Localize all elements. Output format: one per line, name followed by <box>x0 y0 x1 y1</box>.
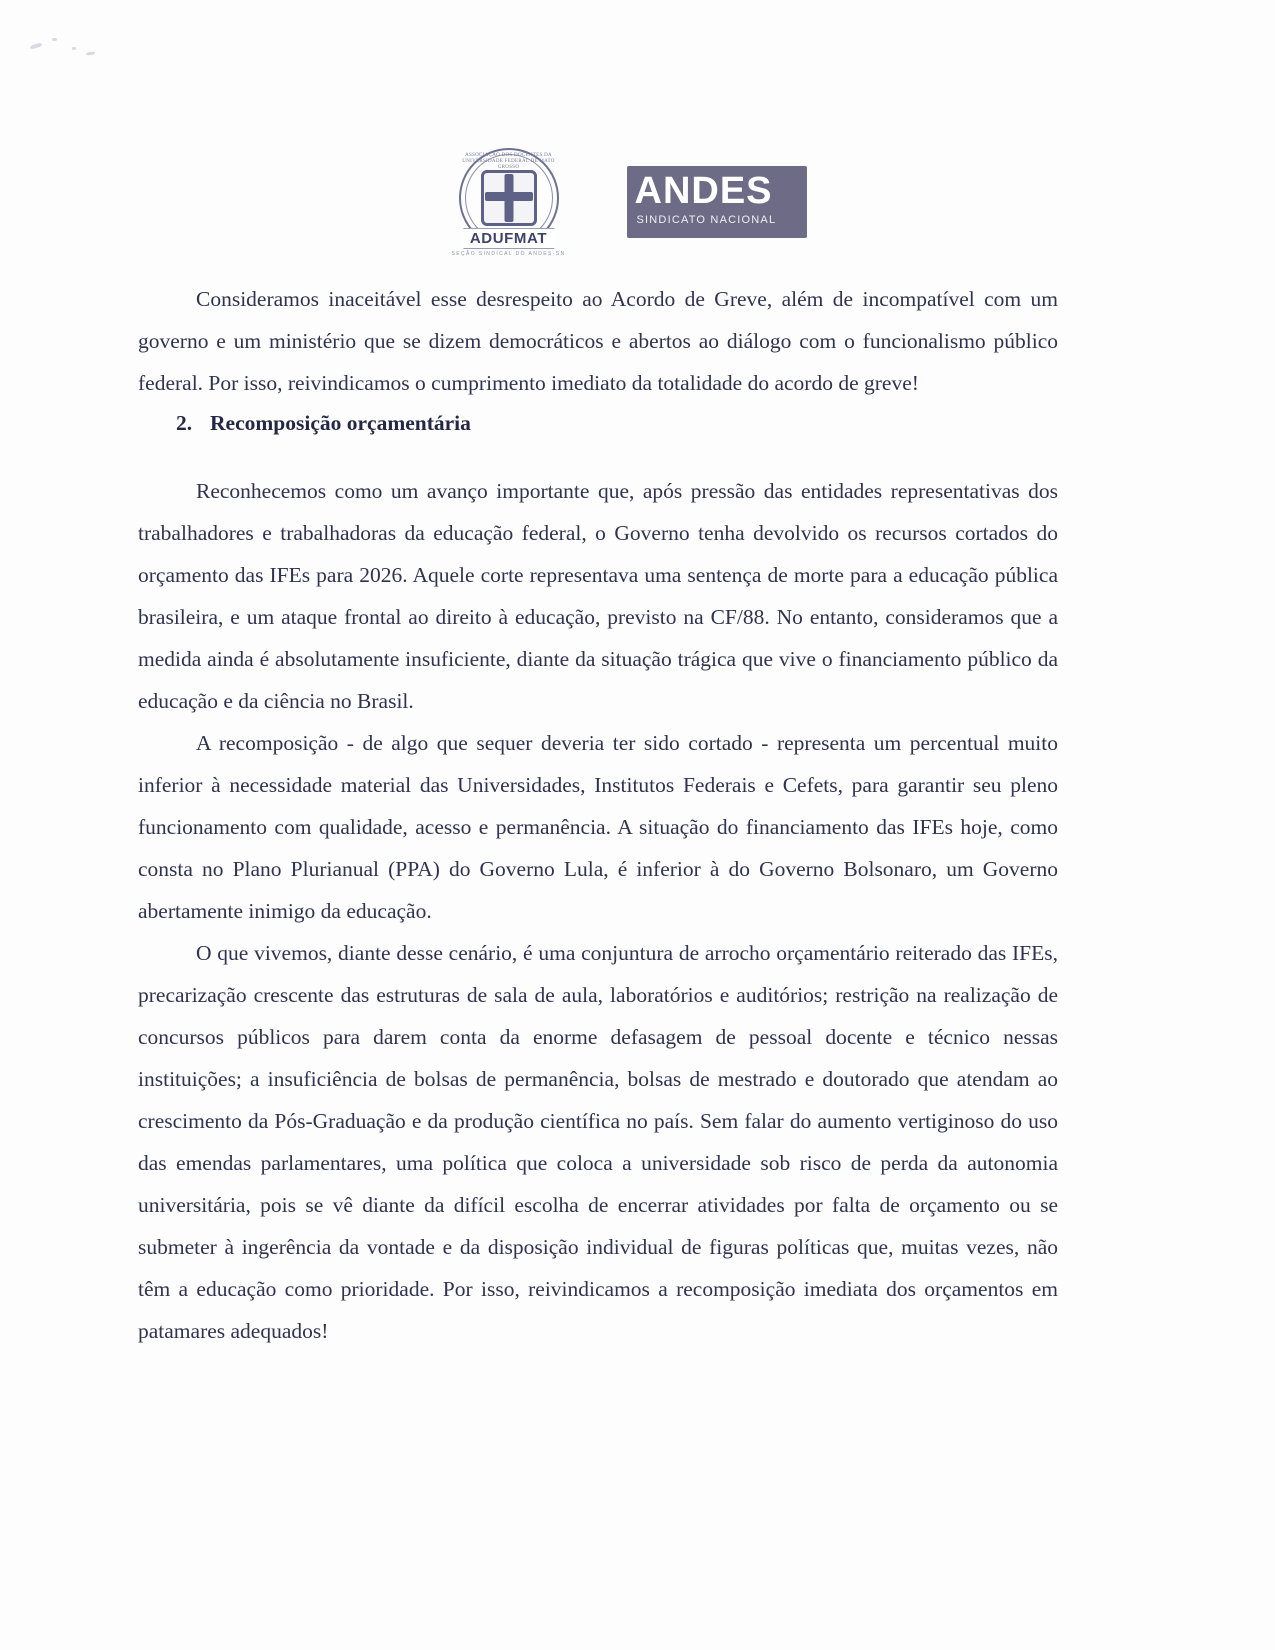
letterhead-logos <box>0 148 1275 266</box>
paragraph-budget-3: O que vivemos, diante desse cenário, é uma conjuntura de arrocho orçamentário reiterado das IFEs, precarização crescente das estruturas de sala de aula, laboratórios e auditórios; restrição na realização de concursos públicos para darem conta da enorme defasagem de pessoal docente e técnico nessas instituições; a insuficiência de bolsas de permanência, bolsas de mestrado e doutorado que atendam ao crescimento da Pós-Graduação e da produção científica no país. Sem falar do aumento vertiginoso do uso das emendas parlamentares, uma política que coloca a universidade sob risco de perda da autonomia universitária, pois se vê diante da difícil escolha de encerrar atividades por falta de orçamento ou se submeter à ingerência da vontade e da disposição individual de figuras políticas que, muitas vezes, não têm a educação como prioridade. Por isso, reivindicamos a recomposição imediata dos orçamentos em patamares adequados! <box>138 941 1058 1343</box>
seal-cross-horizontal <box>485 192 533 201</box>
scan-artifact <box>72 47 76 50</box>
andes-wordmark: ANDES <box>634 170 773 212</box>
scan-artifact <box>30 42 43 50</box>
document-body <box>138 278 1058 1352</box>
andes-logo-icon <box>627 166 827 248</box>
seal-ring-text: ASSOCIAÇÃO DOS DOCENTES DA UNIVERSIDADE FEDERAL DE MATO GROSSO <box>462 153 555 170</box>
section-heading <box>138 406 1058 440</box>
andes-subtitle: SINDICATO NACIONAL <box>636 214 777 226</box>
scan-artifact <box>52 38 57 41</box>
paragraph-intro: Consideramos inaceitável esse desrespeito ao Acordo de Greve, além de incompatível com um governo e um ministério que se dizem democráticos e abertos ao diálogo com o funcionalismo público federal. Por isso, reivindicamos o cumprimento imediato da totalidade do acordo de greve! <box>138 287 1058 395</box>
paragraph-budget-1: Reconhecemos como um avanço importante que, após pressão das entidades representativas dos trabalhadores e trabalhadoras da educação federal, o Governo tenha devolvido os recursos cortados do orçamento das IFEs para 2026. Aquele corte representava uma sentença de morte para a educação pública brasileira, e um ataque frontal ao direito à educação, previsto na CF/88. No entanto, consideramos que a medida ainda é absolutamente insuficiente, diante da situação trágica que vive o financiamento público da educação e da ciência no Brasil. <box>138 479 1058 713</box>
adufmat-seal-icon <box>449 148 569 266</box>
andes-dash-strip <box>631 232 801 238</box>
section-number: 2. <box>176 411 193 435</box>
adufmat-name: ADUFMAT <box>463 228 554 249</box>
section-title: Recomposição orçamentária <box>210 411 471 435</box>
adufmat-subtitle: SEÇÃO SINDICAL DO ANDES-SN <box>451 251 566 257</box>
scan-artifact <box>86 51 95 55</box>
paragraph-budget-2: A recomposição - de algo que sequer deveria ter sido cortado - representa um percentual muito inferior à necessidade material das Universidades, Institutos Federais e Cefets, para garantir seu pleno funcionamento com qualidade, acesso e permanência. A situação do financiamento das IFEs hoje, como consta no Plano Plurianual (PPA) do Governo Lula, é inferior à do Governo Bolsonaro, um Governo abertamente inimigo da educação. <box>138 731 1058 923</box>
